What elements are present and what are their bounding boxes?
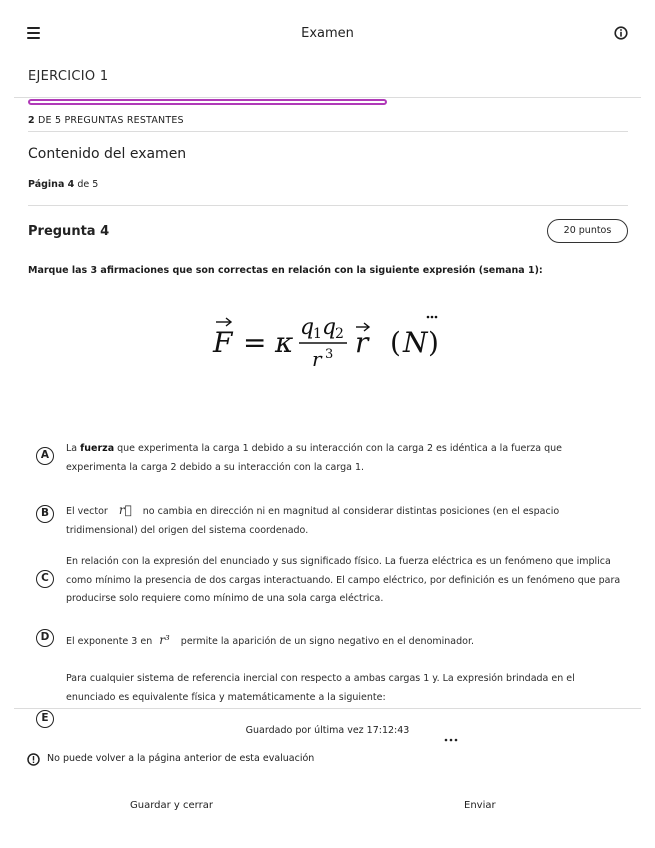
svg-text:q: q: [322, 315, 337, 340]
divider: [14, 97, 641, 98]
svg-text:): ): [428, 326, 439, 359]
progress-bar: [28, 99, 387, 105]
option-letter[interactable]: D: [36, 629, 54, 647]
svg-text:F: F: [213, 326, 233, 359]
divider: [28, 131, 628, 132]
bold-term: fuerza: [80, 443, 115, 454]
svg-text:κ: κ: [275, 326, 294, 359]
option-letter[interactable]: E: [36, 710, 54, 728]
option-letter[interactable]: B: [36, 505, 54, 523]
page-label: Página 4: [28, 179, 75, 190]
page-title: Examen: [301, 26, 354, 41]
questions-remaining: [28, 115, 184, 126]
option-text: La fuerza que experimenta la carga 1 debido a su interacción con la carga 2 es idéntica a la fuerza que experimenta la carga 2 debido a su interacción con la carga 1.: [66, 443, 563, 473]
remaining-count: 2: [28, 115, 35, 126]
svg-text:1: 1: [313, 326, 322, 342]
option-e[interactable]: [0, 670, 655, 724]
exercise-title: EJERCICIO 1: [28, 69, 109, 84]
content-title: Contenido del examen: [28, 146, 187, 162]
option-text: En relación con la expresión del enunciado y sus significado físico. La fuerza eléctrica es un fenómeno que implica como mínimo la presencia de dos cargas interactuando. El campo eléctrico, por definición es un fenómeno que para producirse solo requiere como mínimo de una sola carga eléctrica.: [66, 556, 621, 604]
question-title: Pregunta 4: [28, 224, 110, 239]
inline-math: r⃗: [118, 503, 132, 517]
svg-text:q: q: [300, 315, 315, 340]
option-letter[interactable]: A: [36, 447, 54, 465]
info-icon[interactable]: [614, 26, 628, 40]
divider: [28, 205, 628, 206]
option-letter[interactable]: C: [36, 570, 54, 588]
page-indicator: [28, 179, 98, 190]
svg-text:3: 3: [325, 347, 334, 362]
option-text: El vector r⃗ no cambia en dirección ni en magnitud al considerar distintas posiciones (en el espacio tridimensional) del origen del sistema coordenado.: [66, 503, 560, 536]
svg-text:r: r: [355, 326, 369, 359]
save-close-button[interactable]: Guardar y cerrar: [122, 796, 221, 815]
last-saved: Guardado por última vez 17:12:43: [245, 725, 410, 736]
remaining-label: DE 5 PREGUNTAS RESTANTES: [38, 115, 184, 126]
svg-text:2: 2: [335, 326, 344, 342]
inline-math: r³: [159, 633, 170, 647]
svg-text:=: =: [243, 326, 267, 359]
points-badge: 20 puntos: [547, 219, 628, 243]
warning-text: No puede volver a la página anterior de esta evaluación: [47, 753, 315, 764]
page-total: de 5: [77, 179, 99, 190]
send-button[interactable]: Enviar: [456, 796, 504, 815]
top-bar: [0, 0, 655, 68]
more-icon[interactable]: [444, 738, 458, 742]
svg-text:N: N: [403, 326, 428, 359]
warning-icon: [27, 753, 40, 766]
svg-text:r: r: [312, 347, 322, 371]
svg-text:(: (: [390, 326, 401, 359]
divider: [14, 708, 641, 709]
question-prompt: Marque las 3 afirmaciones que son correctas en relación con la siguiente expresión (semana 1):: [28, 265, 543, 276]
option-text: Para cualquier sistema de referencia inercial con respecto a ambas cargas 1 y. La expresión brindada en el enunciado es equivalente física y matemáticamente a la siguiente:: [66, 673, 575, 703]
formula-image: [0, 300, 655, 380]
option-text: El exponente 3 en r³ permite la aparición de un signo negativo en el denominador.: [66, 633, 475, 647]
